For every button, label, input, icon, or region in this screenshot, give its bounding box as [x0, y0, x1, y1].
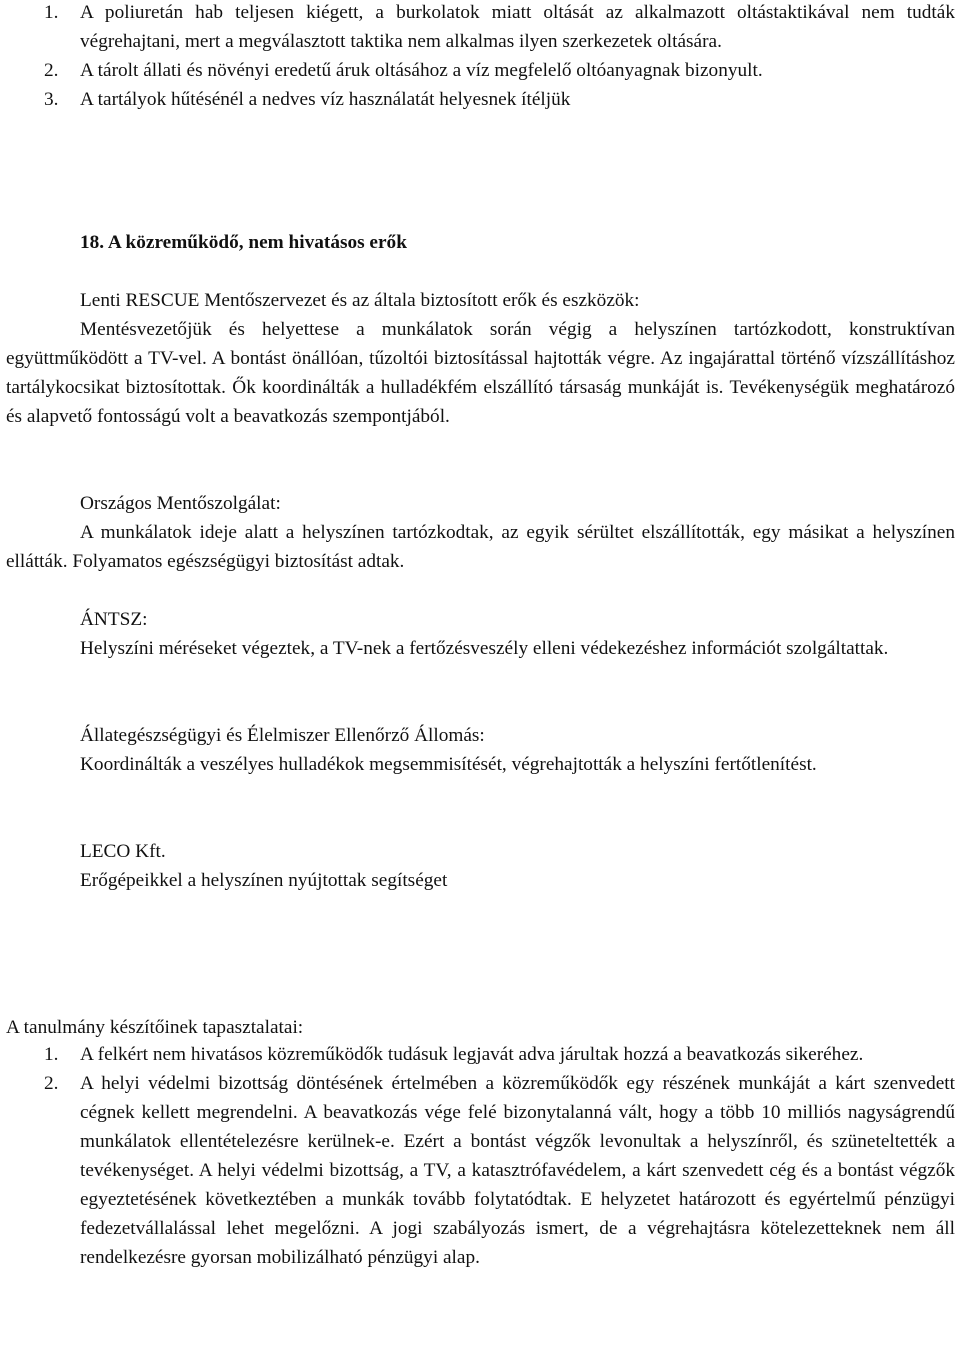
list-text: A tárolt állati és növényi eredetű áruk oltásához a víz megfelelő oltóanyagnak bizonyult. — [80, 60, 763, 81]
omsz-section — [6, 489, 955, 576]
allomas-title: Állategészségügyi és Élelmiszer Ellenőrző Állomás: — [80, 725, 485, 746]
list-text: A tartályok hűtésénél a nedves víz használatát helyesnek ítéljük — [80, 89, 571, 110]
leco-text: Erőgépeikkel a helyszínen nyújtottak segítséget — [80, 870, 448, 891]
antsz-section — [6, 605, 955, 663]
antsz-title: ÁNTSZ: — [80, 609, 148, 630]
section-heading: 18. A közreműködő, nem hivatásos erők — [80, 232, 407, 253]
list-number: 3. — [44, 89, 59, 110]
experiences-list — [0, 1040, 960, 1272]
list-item — [0, 0, 960, 56]
list-number: 1. — [44, 1044, 59, 1065]
leco-section — [6, 837, 955, 895]
antsz-text: Helyszíni méréseket végeztek, a TV-nek a fertőzésveszély elleni védekezéshez információt szolgáltattak. — [80, 638, 889, 659]
list-text: A helyi védelmi bizottság döntésének értelmében a közreműködők egy részének munkáját a kárt szenvedett cégnek kellett megrendelni. A beavatkozás vége felé bizonytalanná vált, hogy a több 10 milliós nagyságrendű munkálatok ellentételezésre kerülnek-e. Ezért a bontást végzők levonultak a helyszínről, és szüneteltették a tevékenységet. A helyi védelmi bizottság, a TV, a katasztrófavédelem, a kárt szenvedett cég és a bontást végzők egyeztetésének következtében a munkák tovább folytatódtak. E helyzetet határozott és egyértelmű pénzügyi fedezetvállalással lehet megelőzni. A jogi szabályozás ismert, de a végrehajtásra kötelezetteknek nem áll rendelkezésre gyorsan mobilizálható pénzügyi alap. — [80, 1073, 955, 1268]
leco-title: LECO Kft. — [80, 841, 166, 862]
list-number: 2. — [44, 60, 59, 81]
list-number: 2. — [44, 1073, 59, 1094]
experiences-title: A tanulmány készítőinek tapasztalatai: — [6, 1017, 304, 1038]
list-text: A poliuretán hab teljesen kiégett, a burkolatok miatt oltását az alkalmazott oltástaktikával nem tudták végrehajtani, mert a megválasztott taktika nem alkalmas ilyen szerkezetek oltására. — [80, 2, 955, 52]
list-item — [0, 85, 960, 114]
omsz-title: Országos Mentőszolgálat: — [80, 493, 281, 514]
rescue-text: Mentésvezetőjük és helyettese a munkálatok során végig a helyszínen tartózkodott, konstruktívan együttműködött a TV-vel. A bontást önállóan, tűzoltói biztosítással hajtották végre. Az ingajárattal történő vízszállításhoz tartálykocsikat biztosítottak. Ők koordinálták a hulladékfém elszállító társaság munkáját is. Tevékenységük meghatározó és alapvető fontosságú volt a beavatkozás szempontjából. — [6, 319, 955, 427]
allomas-text: Koordinálták a veszélyes hulladékok megsemmisítését, végrehajtották a helyszíni fertőtlenítést. — [80, 754, 817, 775]
rescue-section — [6, 286, 955, 431]
list-item — [0, 1040, 960, 1069]
list-number: 1. — [44, 2, 59, 23]
list-text: A felkért nem hivatásos közreműködők tudásuk legjavát adva járultak hozzá a beavatkozás sikeréhez. — [80, 1044, 864, 1065]
rescue-title: Lenti RESCUE Mentőszervezet és az általa biztosított erők és eszközök: — [80, 290, 640, 311]
conclusions-list — [0, 0, 960, 114]
allomas-section — [6, 721, 955, 779]
list-item — [0, 56, 960, 85]
omsz-text: A munkálatok ideje alatt a helyszínen tartózkodtak, az egyik sérültet elszállították, egy másikat a helyszínen ellátták. Folyamatos egészségügyi biztosítást adtak. — [6, 522, 955, 572]
list-item — [0, 1069, 960, 1272]
